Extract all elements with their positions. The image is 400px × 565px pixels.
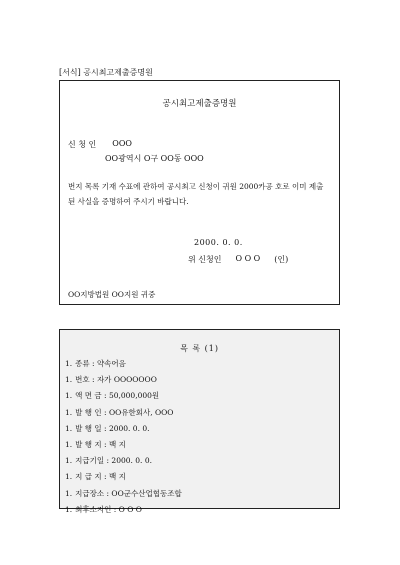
item-text: 지급기일 : 2000. 0. 0. bbox=[75, 456, 152, 466]
list-box bbox=[59, 329, 340, 514]
item-number: 1. bbox=[65, 439, 73, 449]
list-item bbox=[65, 356, 182, 372]
certificate-body: 번지 목록 기재 수표에 관하여 공시최고 신청이 귀원 2000카공 호로 이미 제출된 사실을 증명하여 주시기 바랍니다. bbox=[68, 182, 324, 206]
applicant-name: OOO bbox=[112, 139, 132, 148]
item-list bbox=[65, 356, 182, 518]
list-item bbox=[65, 388, 182, 404]
form-label: [서식] 공시최고제출증명원 bbox=[59, 68, 153, 77]
item-text: 발 행 지 : 백 지 bbox=[75, 439, 126, 449]
list-item bbox=[65, 405, 182, 421]
item-text: 지급장소 : OO군수산업협동조합 bbox=[75, 488, 182, 498]
signer-line bbox=[188, 254, 288, 265]
applicant-address: OO광역시 O구 OO동 OOO bbox=[105, 154, 204, 163]
list-item bbox=[65, 486, 182, 502]
item-number: 1. bbox=[65, 359, 73, 368]
list-item bbox=[65, 469, 182, 485]
item-number: 1. bbox=[65, 456, 73, 466]
certificate-box bbox=[59, 80, 340, 305]
applicant-row bbox=[68, 139, 132, 150]
signer-label: 위 신청인 bbox=[188, 255, 222, 264]
certificate-date: 2000. 0. 0. bbox=[194, 238, 243, 247]
item-number: 1. bbox=[65, 488, 73, 498]
item-text: 지 급 지 : 백 지 bbox=[75, 472, 126, 482]
list-item bbox=[65, 372, 182, 388]
item-number: 1. bbox=[65, 504, 73, 514]
item-number: 1. bbox=[65, 472, 73, 482]
list-item bbox=[65, 421, 182, 437]
item-text: 번호 : 자가 OOOOOOO bbox=[75, 375, 157, 385]
item-number: 1. bbox=[65, 423, 73, 433]
item-number: 1. bbox=[65, 391, 73, 401]
item-number: 1. bbox=[65, 407, 73, 417]
list-item bbox=[65, 453, 182, 469]
item-text: 액 면 금 : 50,000,000원 bbox=[75, 391, 160, 401]
addressee: OO지방법원 OO지원 귀중 bbox=[68, 290, 156, 299]
item-text: 발 행 인 : OO유한회사, OOO bbox=[75, 407, 174, 417]
certificate-title: 공시최고제출증명원 bbox=[162, 99, 237, 109]
seal-mark: (인) bbox=[274, 255, 289, 264]
item-text: 종류 : 약속어음 bbox=[75, 359, 126, 368]
list-title: 목 록 (1) bbox=[180, 344, 219, 353]
applicant-label: 신 청 인 bbox=[68, 140, 97, 149]
item-text: 최후소지인 : O O O bbox=[75, 504, 142, 514]
item-number: 1. bbox=[65, 375, 73, 385]
item-text: 발 행 일 : 2000. 0. 0. bbox=[75, 423, 150, 433]
signer-name: O O O bbox=[235, 254, 261, 263]
list-item bbox=[65, 437, 182, 453]
list-item bbox=[65, 502, 182, 518]
